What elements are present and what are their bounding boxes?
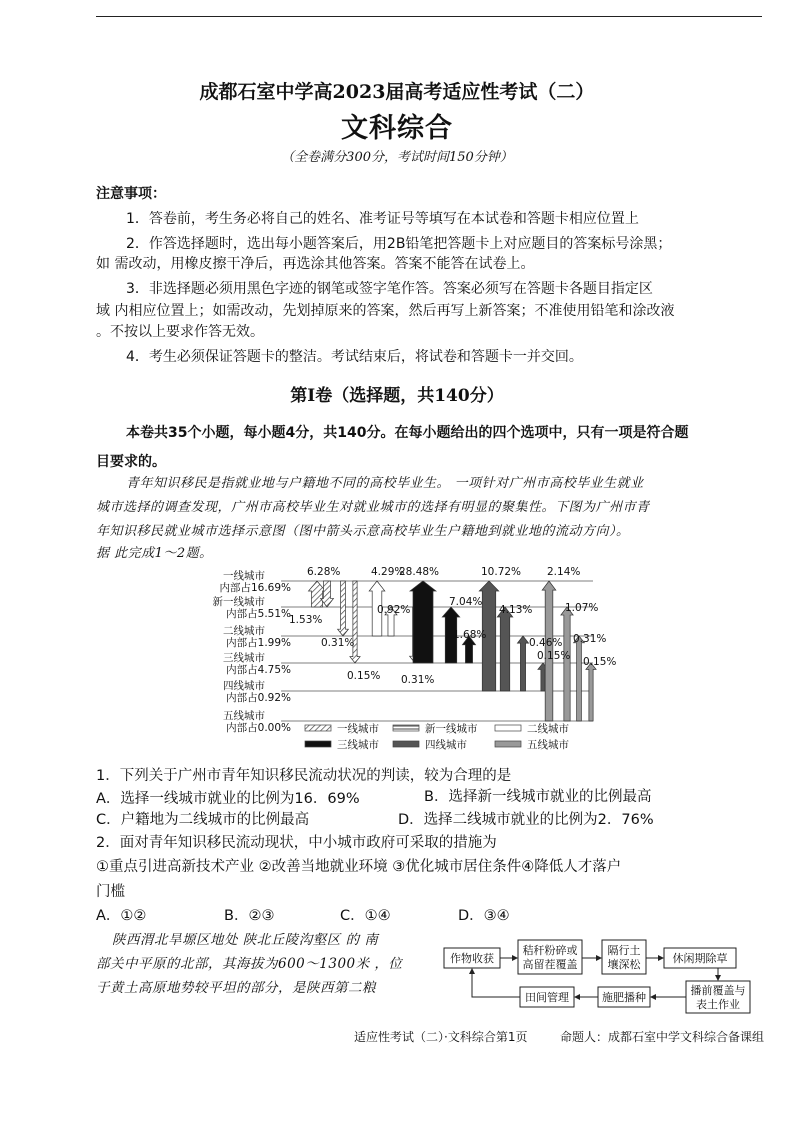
level-share: 内部占4.75%: [226, 664, 291, 676]
legend-label: 二线城市: [527, 723, 569, 735]
level-share: 内部占16.69%: [219, 582, 291, 594]
flow-value-label: 4.13%: [499, 604, 533, 616]
passage2-line: 部关中平原的北部，其海拔为600～1300米 ，位: [96, 956, 403, 972]
q1-stem: 1．下列关于广州市青年知识移民流动状况的判读，较为合理的是: [96, 768, 512, 784]
flow-value-label: 6.28%: [307, 566, 341, 578]
section-instruction: 目要求的。: [96, 454, 166, 470]
notice-heading: 注意事项：: [96, 186, 166, 202]
section-instruction: 本卷共35个小题，每小题4分，共140分。在每小题给出的四个选项中，只有一项是符合题: [126, 425, 689, 441]
q2-options: ①重点引进高新技术产业 ②改善当地就业环境 ③优化城市居住条件④降低人才落户: [96, 859, 622, 875]
flow-arrow: [338, 581, 349, 636]
flow-value-label: 0.31%: [321, 637, 355, 649]
passage2-line: 于黄土高原地势较平坦的部分，是陕西第二粮: [96, 980, 376, 996]
exam-info: （全卷满分300分，考试时间150分钟）: [281, 150, 513, 165]
flow-arrow: [350, 581, 360, 663]
flow-value-label: 0.31%: [401, 674, 435, 686]
q2-option-d: D．③④: [458, 908, 510, 924]
legend-label: 五线城市: [527, 739, 569, 751]
q1-option-c: C．户籍地为二线城市的比例最高: [96, 812, 310, 828]
q2-options: 门槛: [96, 884, 125, 900]
flow-step: 田间管理: [525, 991, 569, 1004]
subject-title: 文科综合: [341, 113, 453, 144]
flow-step: 秸秆粉碎或: [522, 944, 578, 957]
notice-item: 。不按以上要求作答无效。: [96, 324, 264, 340]
level-share: 内部占0.92%: [226, 692, 291, 704]
flow-arrow: [497, 607, 513, 691]
flow-arrow: [308, 581, 325, 607]
notice-item: 2．作答选择题时，选出每小题答案后，用2B铅笔把答题卡上对应题目的答案标号涂黑；: [126, 236, 672, 252]
notice-item: 4．考生必须保证答题卡的整洁。考试结束后，将试卷和答题卡一并交回。: [126, 349, 583, 365]
q2-option-a: A．①②: [96, 908, 147, 924]
legend-label: 四线城市: [425, 739, 467, 751]
notice-item: 域 内相应位置上；如需改动，先划掉原来的答案，然后再写上新答案；不准使用铅笔和涂改液: [96, 303, 675, 319]
flow-arrow: [410, 581, 436, 663]
flow-value-label: 0.15%: [347, 670, 381, 682]
flow-value-label: 1.07%: [565, 602, 599, 614]
flow-step: 隔行土: [607, 944, 641, 957]
flow-value-label: 0.15%: [583, 656, 617, 668]
flow-value-label: 0.92%: [377, 604, 411, 616]
flow-step: 播前覆盖与: [690, 984, 746, 997]
exam-title: 成都石室中学高2023届高考适应性考试（二）: [199, 81, 595, 103]
flow-value-label: 7.04%: [449, 596, 483, 608]
level-share: 内部占0.00%: [226, 722, 291, 734]
q2-option-c: C．①④: [340, 908, 391, 924]
legend-swatch: [305, 725, 331, 731]
footer-author: 命题人：成都石室中学文科综合备课组: [560, 1030, 765, 1044]
footer-page: 适应性考试（二）·文科综合第1页: [354, 1030, 528, 1044]
passage2-line: 陕西渭北旱塬区地处 陕北丘陵沟壑区 的 南: [112, 932, 379, 948]
notice-item: 如 需改动，用橡皮擦干净后，再选涂其他答案。答案不能答在试卷上。: [96, 256, 535, 272]
flow-step: 高留茬覆盖: [522, 958, 578, 971]
flow-arrow: [586, 663, 596, 721]
flow-arrow: [517, 636, 528, 691]
flow-value-label: 1.53%: [289, 614, 323, 626]
flow-step: 表土作业: [696, 998, 740, 1011]
flow-value-label: 1.68%: [453, 629, 487, 641]
legend-swatch: [393, 741, 419, 747]
passage-line: 年知识移民就业城市选择示意图（图中箭头示意高校毕业生户籍地到就业地的流动方向）。: [96, 524, 630, 539]
tillage-flow-diagram: [438, 935, 768, 1015]
legend-label: 新一线城市: [425, 723, 478, 735]
notice-item: 1．答卷前，考生务必将自己的姓名、准考证号等填写在本试卷和答题卡相应位置上: [126, 211, 639, 227]
legend-swatch: [495, 741, 521, 747]
passage-line: 据 此完成1～2题。: [96, 546, 213, 561]
legend-label: 三线城市: [337, 739, 379, 751]
flow-value-label: 2.14%: [547, 566, 581, 578]
level-share: 内部占1.99%: [226, 637, 291, 649]
level-name: 二线城市: [223, 625, 265, 637]
flow-arrow: [561, 607, 573, 721]
level-name: 三线城市: [223, 652, 265, 664]
q2-option-b: B．②③: [224, 908, 275, 924]
flow-value-label: 28.48%: [399, 566, 440, 578]
section-title: 第Ⅰ卷（选择题，共140分）: [290, 386, 504, 406]
legend-swatch: [495, 725, 521, 731]
q1-option-b: B．选择新一线城市就业的比例最高: [424, 789, 652, 805]
notice-item: 3．非选择题必须用黑色字迹的钢笔或签字笔作答。答案必须写在答题卡各题目指定区: [126, 281, 653, 297]
level-name: 新一线城市: [212, 596, 265, 608]
flow-value-label: 10.72%: [481, 566, 522, 578]
top-rule: [96, 16, 762, 17]
flow-step: 休闲期除草: [672, 952, 728, 965]
q1-option-d: D．选择二线城市就业的比例为2．76%: [398, 812, 654, 828]
legend-label: 一线城市: [337, 723, 379, 735]
flow-value-label: 0.15%: [537, 650, 571, 662]
flow-value-label: 0.46%: [529, 637, 563, 649]
passage-line: 城市选择的调查发现，广州市高校毕业生对就业城市的选择有明显的聚集性。下图为广州市青: [96, 500, 650, 515]
flow-value-label: 0.31%: [573, 633, 607, 645]
q2-stem: 2．面对青年知识移民流动现状，中小城市政府可采取的措施为: [96, 835, 497, 851]
level-share: 内部占5.51%: [226, 608, 291, 620]
level-name: 四线城市: [223, 680, 265, 692]
flow-step: 作物收获: [450, 952, 494, 965]
passage-line: 青年知识移民是指就业地与户籍地不同的高校毕业生。 一项针对广州市高校毕业生就业: [126, 476, 644, 491]
legend-swatch: [305, 741, 331, 747]
migration-chart: [205, 563, 617, 755]
flow-arrow: [574, 636, 585, 721]
q1-option-a: A．选择一线城市就业的比例为16．69%: [96, 791, 360, 807]
level-name: 五线城市: [223, 710, 265, 722]
level-name: 一线城市: [223, 570, 265, 582]
flow-step: 施肥播种: [602, 991, 646, 1004]
flow-value-label: 4.29%: [371, 566, 405, 578]
flow-step: 壤深松: [607, 958, 641, 971]
legend-swatch: [393, 725, 419, 731]
